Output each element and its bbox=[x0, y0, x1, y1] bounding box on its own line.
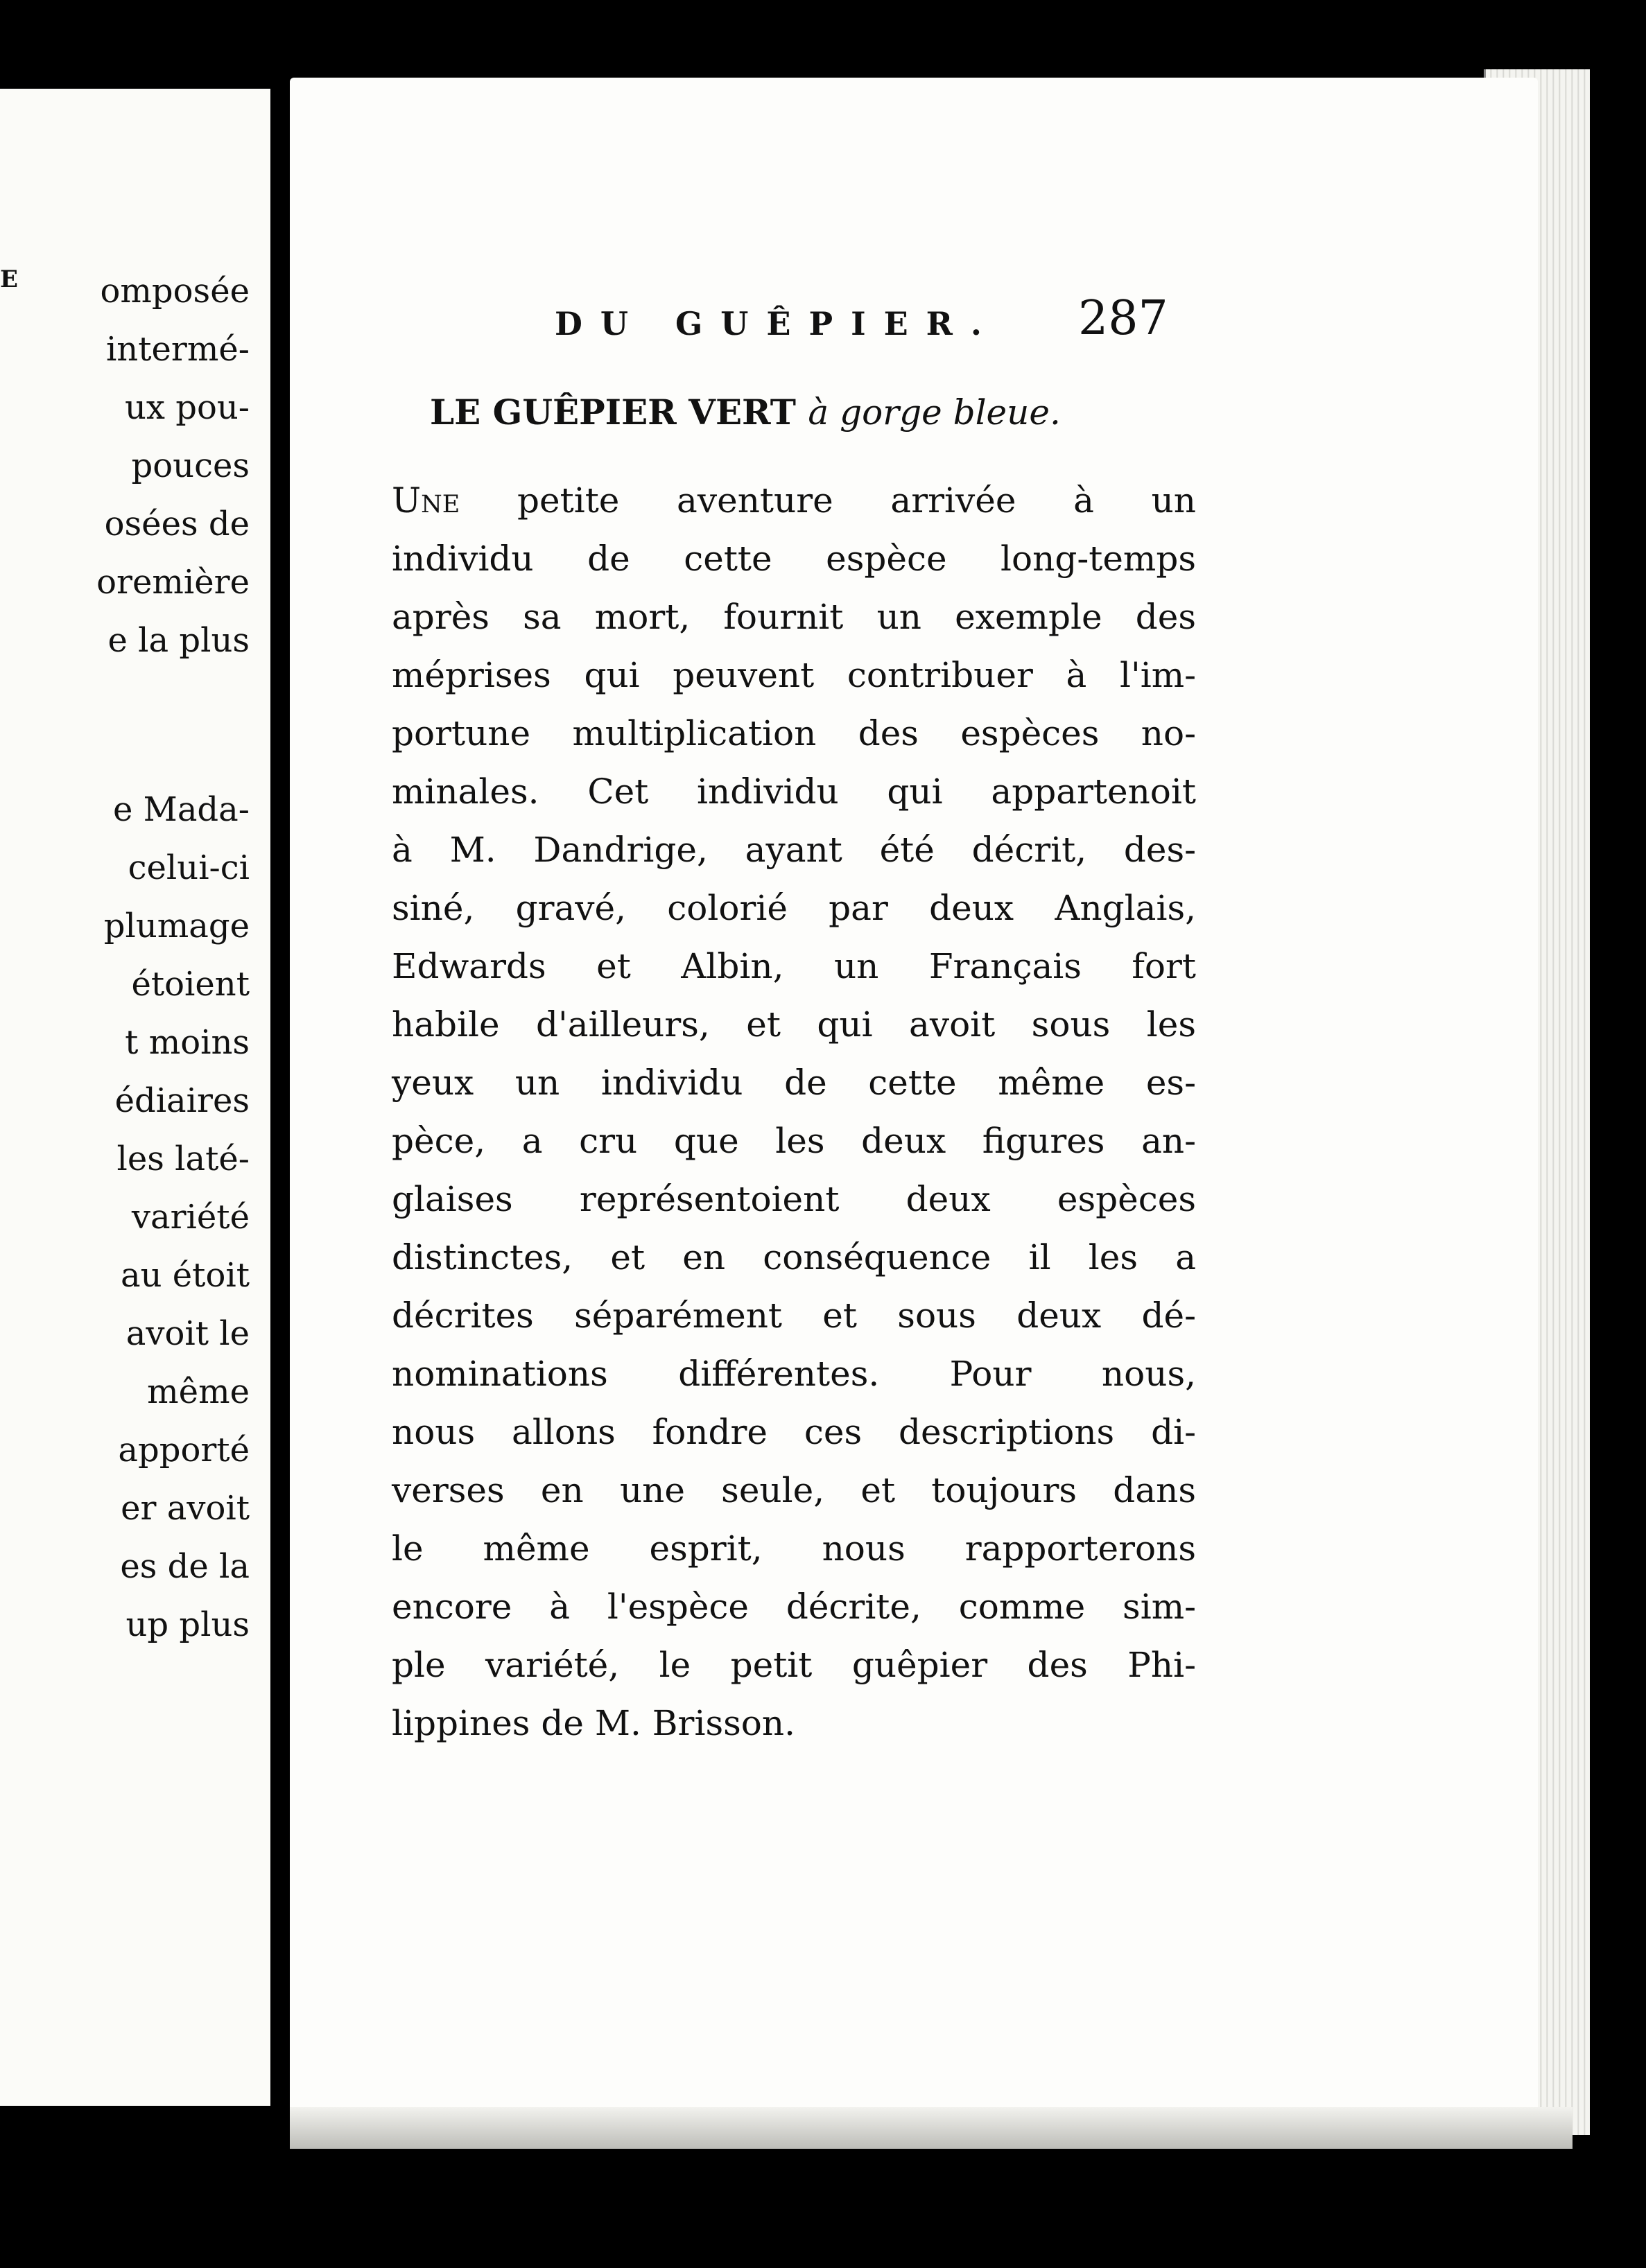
body-text-line-rest: petite aventure arrivée à un bbox=[460, 480, 1196, 521]
left-text-line: e la plus bbox=[107, 621, 250, 660]
left-paragraph-gap bbox=[0, 670, 250, 780]
body-text-line: minales. Cet individu qui appartenoit bbox=[392, 771, 1196, 812]
page-bottom-edge bbox=[290, 2107, 1573, 2149]
left-text-line: up plus bbox=[125, 1605, 250, 1644]
body-text-line: nous allons fondre ces descriptions di- bbox=[392, 1412, 1196, 1452]
left-text-line: intermé- bbox=[105, 330, 250, 369]
running-head: DU GUÊPIER. bbox=[555, 305, 1000, 342]
body-text-line: pèce, a cru que les deux figures an- bbox=[392, 1121, 1196, 1161]
body-text-line: ple variété, le petit guêpier des Phi- bbox=[392, 1645, 1196, 1685]
body-text-line bbox=[392, 471, 1196, 530]
left-page-text bbox=[0, 262, 250, 1654]
body-text bbox=[392, 471, 1196, 1752]
left-text-line: les laté- bbox=[116, 1140, 250, 1178]
left-text-line: au étoit bbox=[120, 1256, 250, 1295]
body-text-line: habile d'ailleurs, et qui avoit sous les bbox=[392, 1004, 1196, 1045]
left-page-header: E bbox=[0, 265, 18, 293]
page-number: 287 bbox=[1078, 291, 1168, 346]
body-text-line: glaises représentoient deux espèces bbox=[392, 1179, 1196, 1219]
body-text-line: verses en une seule, et toujours dans bbox=[392, 1470, 1196, 1510]
left-text-line: variété bbox=[131, 1198, 250, 1237]
body-text-line: encore à l'espèce décrite, comme sim- bbox=[392, 1587, 1196, 1627]
left-text-line: édiaires bbox=[114, 1081, 250, 1120]
section-title-main: LE GUÊPIER VERT bbox=[430, 392, 796, 433]
body-text-line: portune multiplication des espèces no- bbox=[392, 713, 1196, 753]
body-text-line: nominations différentes. Pour nous, bbox=[392, 1354, 1196, 1394]
left-text-line: er avoit bbox=[121, 1489, 250, 1528]
left-text-line: étoient bbox=[131, 965, 250, 1004]
body-text-line: Edwards et Albin, un Français fort bbox=[392, 946, 1196, 986]
left-text-line: celui-ci bbox=[128, 848, 250, 887]
body-text-line: le même esprit, nous rapporterons bbox=[392, 1528, 1196, 1569]
body-text-line: distinctes, et en conséquence il les a bbox=[392, 1237, 1196, 1277]
body-text-line: yeux un individu de cette même es- bbox=[392, 1063, 1196, 1103]
left-page-fragment bbox=[0, 89, 270, 2106]
left-text-line: même bbox=[147, 1372, 250, 1411]
body-text-line: individu de cette espèce long-temps bbox=[392, 539, 1196, 579]
body-text-line: lippines de M. Brisson. bbox=[392, 1703, 795, 1743]
left-text-line: oremière bbox=[96, 563, 250, 602]
left-text-line: ux pou- bbox=[125, 388, 250, 427]
section-title-subtitle: à gorge bleue. bbox=[808, 392, 1061, 433]
first-word-small-caps: Une bbox=[392, 480, 460, 521]
body-text-line: à M. Dandrige, ayant été décrit, des- bbox=[392, 830, 1196, 870]
body-text-line: siné, gravé, colorié par deux Anglais, bbox=[392, 888, 1196, 928]
section-title bbox=[430, 392, 1193, 433]
body-text-line: après sa mort, fournit un exemple des bbox=[392, 597, 1196, 637]
left-text-line: t moins bbox=[125, 1023, 250, 1062]
left-text-line: avoit le bbox=[125, 1314, 250, 1353]
left-text-line: omposée bbox=[100, 272, 250, 311]
left-text-line: pouces bbox=[131, 446, 250, 485]
left-text-line: es de la bbox=[120, 1547, 250, 1586]
body-text-line: méprises qui peuvent contribuer à l'im- bbox=[392, 655, 1196, 695]
left-text-line: osées de bbox=[104, 505, 250, 543]
left-text-line: plumage bbox=[103, 907, 250, 945]
body-text-line: décrites séparément et sous deux dé- bbox=[392, 1296, 1196, 1336]
left-text-line: apporté bbox=[118, 1431, 250, 1469]
left-text-line: e Mada- bbox=[113, 790, 250, 829]
book-gutter bbox=[270, 76, 291, 2142]
